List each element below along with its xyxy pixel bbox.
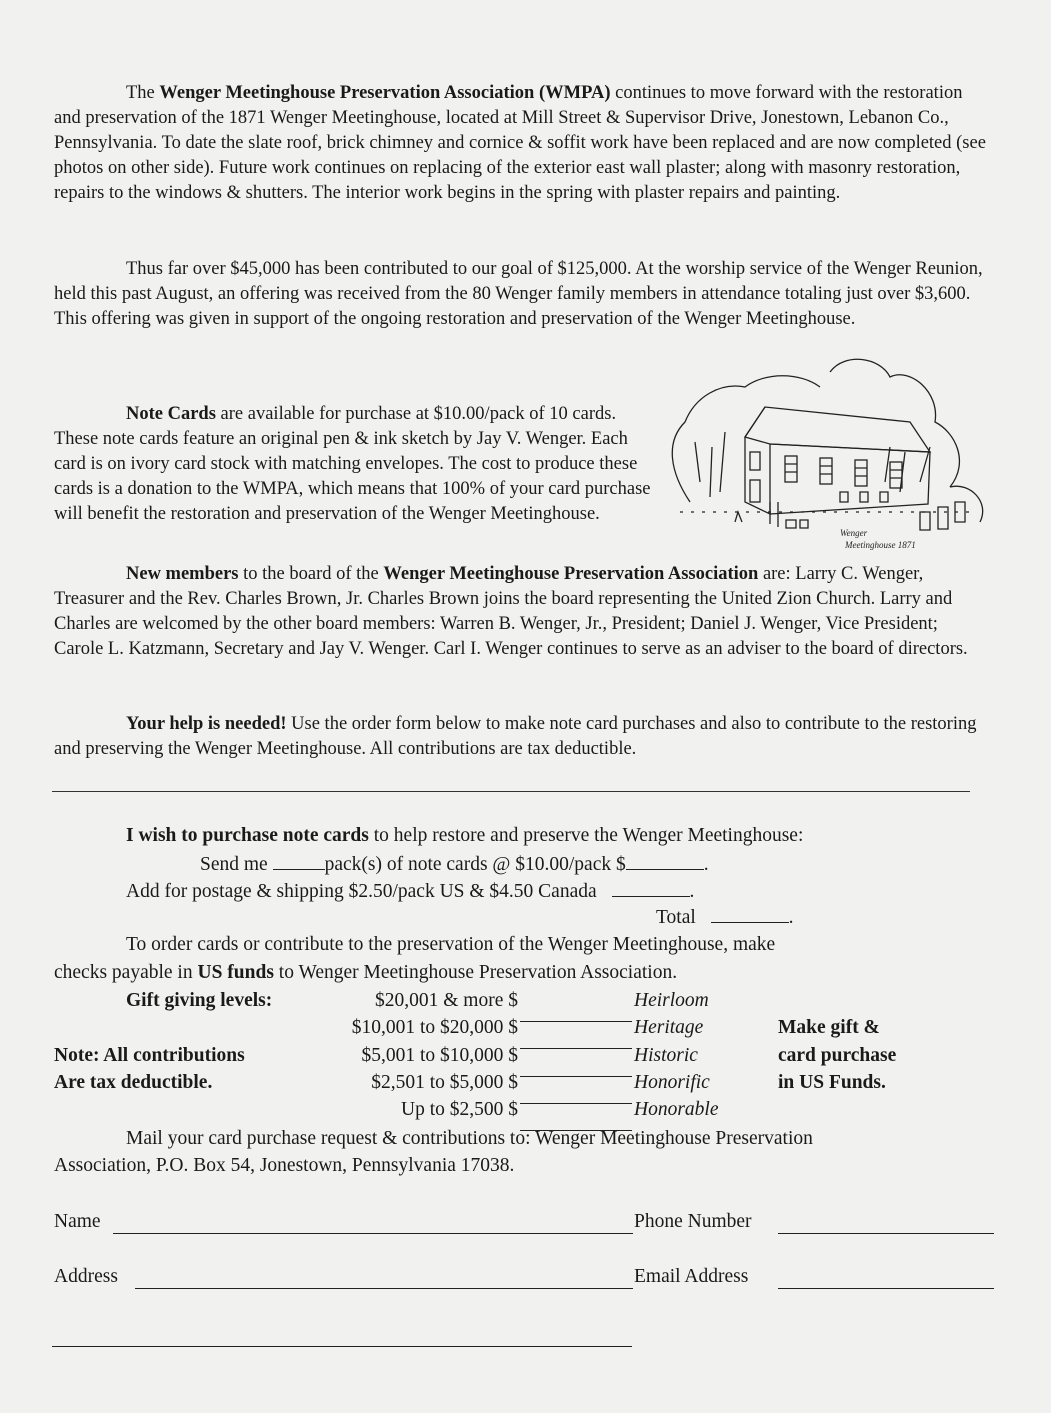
address-field[interactable] — [135, 1270, 633, 1289]
order-line-1: To order cards or contribute to the preservation of the Wenger Meetinghouse, make — [126, 934, 776, 955]
name-field[interactable] — [113, 1215, 633, 1234]
note-cards-paragraph — [54, 383, 654, 545]
form-divider — [52, 791, 970, 792]
order-line-2-pre: checks payable in — [54, 962, 198, 983]
us-funds-text: US funds — [197, 962, 274, 983]
postage-label: Add for postage & shipping $2.50/pack US & $4.50 Canada — [126, 881, 597, 902]
meetinghouse-sketch — [650, 352, 1000, 552]
mail-line-2: Association, P.O. Box 54, Jonestown, Pennsylvania 17038. — [54, 1155, 515, 1176]
help-needed-heading: Your help is needed! — [126, 714, 287, 734]
level-name-4: Honorific — [634, 1072, 710, 1093]
address-label: Address — [54, 1266, 118, 1287]
sketch-caption-1: Wenger — [840, 528, 868, 538]
postage-line: Add for postage & shipping $2.50/pack US & $4.50 Canada . — [126, 878, 694, 905]
level-amount-field-3[interactable] — [520, 1058, 632, 1077]
address-line-2-field[interactable] — [52, 1328, 632, 1347]
level-range-3: $5,001 to $10,000 $ — [361, 1045, 518, 1066]
level-name-2: Heritage — [634, 1017, 704, 1038]
wmpa-name-2: Wenger Meetinghouse Preservation Association — [383, 564, 759, 584]
total-amount-field[interactable] — [711, 904, 789, 923]
mail-line-1: Mail your card purchase request & contributions to: Wenger Meetinghouse Preservation — [126, 1128, 813, 1149]
level-range-1: $20,001 & more $ — [375, 990, 518, 1011]
name-label: Name — [54, 1211, 101, 1232]
phone-field[interactable] — [778, 1215, 994, 1234]
wish-text: to help restore and preserve the Wenger Meetinghouse: — [368, 825, 804, 846]
wish-line — [126, 823, 803, 849]
order-line-2 — [54, 960, 677, 986]
p3-text: are available for purchase at $10.00/pack of 10 cards. These note cards feature an original pen & ink sketch by Jay V. Wenger. Each card is on ivory card stock with matching envelopes. The cost to produce these cards is a donation to the WMPA, which means that 100% of your card purchase will benefit the restoration and preservation of the Wenger Meetinghouse. — [54, 403, 651, 524]
level-amount-field-2[interactable] — [520, 1030, 632, 1049]
contributions-paragraph — [54, 257, 989, 332]
total-label: Total — [656, 907, 696, 928]
level-range-4: $2,501 to $5,000 $ — [371, 1072, 518, 1093]
gift-levels-label: Gift giving levels: — [126, 990, 273, 1011]
level-range-5: Up to $2,500 $ — [401, 1099, 518, 1120]
level-amount-field-1[interactable] — [520, 1003, 632, 1022]
help-needed-paragraph — [54, 712, 989, 762]
p1-lead: The — [126, 83, 160, 103]
order-line-2-post: to Wenger Meetinghouse Preservation Association. — [273, 962, 678, 983]
note-line-2: Are tax deductible. — [54, 1072, 213, 1093]
make-gift-line-2: card purchase — [778, 1045, 897, 1066]
note-line-1: Note: All contributions — [54, 1045, 245, 1066]
send-me-line: Send me pack(s) of note cards @ $10.00/pack $ . — [200, 851, 709, 878]
email-label: Email Address — [634, 1266, 749, 1287]
p5-text: Use the order form below to make note card purchases and also to contribute to the restoring and preserving the Wenger Meetinghouse. All contributions are tax deductible. — [54, 714, 977, 759]
level-name-3: Historic — [634, 1045, 698, 1066]
wmpa-name: Wenger Meetinghouse Preservation Association (WMPA) — [159, 83, 611, 103]
postage-amount-field[interactable] — [612, 878, 690, 897]
p4-mid: to the board of the — [238, 564, 384, 584]
intro-paragraph — [54, 81, 989, 206]
p2-text: Thus far over $45,000 has been contributed to our goal of $125,000. At the worship service of the Wenger Reunion, held this past August, an offering was received from the 80 Wenger family members in attendance totaling just over $3,600. This offering was given in support of the ongoing restoration and preservation of the Wenger Meetinghouse. — [54, 259, 983, 329]
email-field[interactable] — [778, 1270, 994, 1289]
new-members-paragraph — [54, 562, 989, 662]
level-name-1: Heirloom — [634, 990, 709, 1011]
note-cards-heading: Note Cards — [126, 403, 216, 424]
p1-text: continues to move forward with the restoration and preservation of the 1871 Wenger Meetinghouse, located at Mill Street & Supervisor Drive, Jonestown, Lebanon Co., Pennsylvania. To date the slate roof, brick chimney and cornice & soffit work have been replaced and are now completed (see photos on other side). Future work continues on replacing of the exterior east wall plaster; along with masonry restoration, repairs to the windows & shutters. The interior work begins in the spring with plaster repairs and painting. — [54, 83, 986, 203]
level-range-2: $10,001 to $20,000 $ — [351, 1017, 518, 1038]
send-me-label: Send me — [200, 854, 268, 875]
packs-text: pack(s) of note cards @ $10.00/pack $ — [324, 854, 626, 875]
wish-heading: I wish to purchase note cards — [126, 825, 369, 846]
p4-text: are: Larry C. Wenger, Treasurer and the Rev. Charles Brown, Jr. Charles Brown joins the board representing the United Zion Church. Larry and Charles are welcomed by the other board members: Warren B. Wenger, Jr., President; Daniel J. Wenger, Vice President; Carole L. Katzmann, Secretary and Jay V. Wenger. Carl I. Wenger continues to serve as an adviser to the board of directors. — [54, 564, 968, 659]
make-gift-line-1: Make gift & — [778, 1017, 880, 1038]
pack-quantity-field[interactable] — [273, 851, 325, 870]
new-members-heading: New members — [126, 564, 239, 584]
level-name-5: Honorable — [634, 1099, 719, 1120]
level-amount-field-4[interactable] — [520, 1085, 632, 1104]
phone-label: Phone Number — [634, 1211, 752, 1232]
sketch-caption-2: Meetinghouse 1871 — [845, 540, 916, 550]
make-gift-line-3: in US Funds. — [778, 1072, 886, 1093]
total-line: Total . — [656, 904, 794, 931]
packs-amount-field[interactable] — [626, 851, 704, 870]
